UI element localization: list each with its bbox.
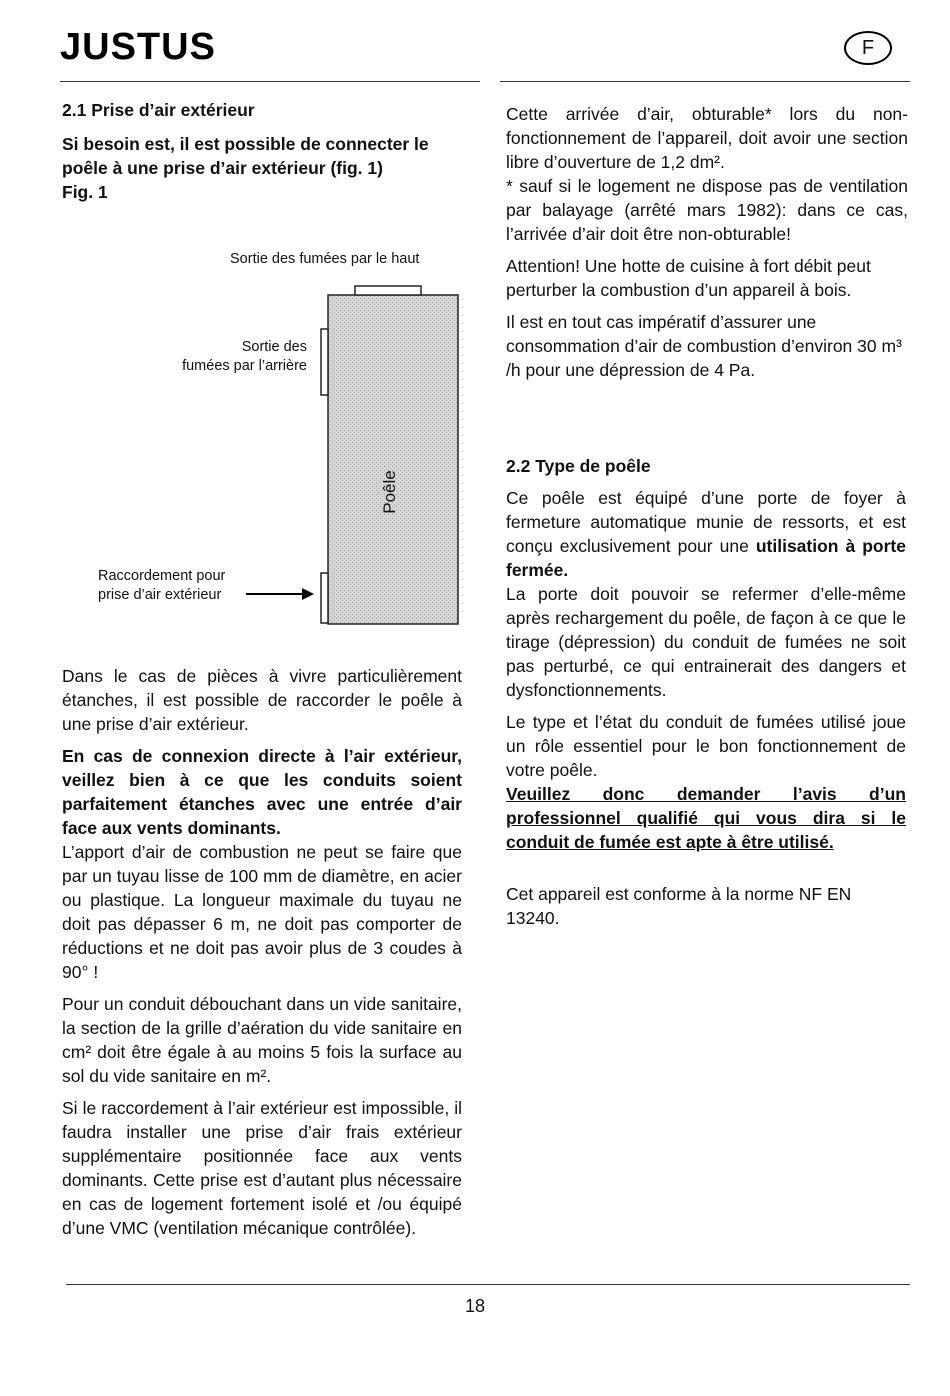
right-paragraph-4-rest: La porte doit pouvoir se refermer d’elle-même après rechargement du poêle, de façon à ce que le tirage (dépression) du conduit de fumées ne soit pas perturbé, ce qui entrainerait des dangers et dysfonctionnements. [506,584,906,700]
header-rule-left [60,81,480,82]
figure-1 [60,246,470,636]
brand-logo: JUSTUS [60,26,216,68]
figure-caption: Fig. 1 [62,182,108,202]
left-column [62,98,464,204]
right-paragraph-4 [506,486,906,582]
back-flue-outlet [321,329,328,395]
right-column-top [506,102,908,390]
right-paragraph-6: Cet appareil est conforme à la norme NF EN 13240. [506,884,852,928]
top-flue-outlet [355,286,421,295]
right-paragraph-1: Cette arrivée d’air, obturable* lors du non-fonctionnement de l’appareil, doit avoir une section libre d’ouverture de 1,2 dm². [506,104,908,172]
section-title-2-2: 2.2 Type de poêle [506,456,651,476]
label-connect-line1: Raccordement pour [98,568,226,584]
header-rule-right [500,81,910,82]
label-top-exhaust: Sortie des fumées par le haut [230,251,420,267]
right-paragraph-5: Le type et l’état du conduit de fumées utilisé joue un rôle essentiel pour le bon fonctionnement de votre poêle. [506,712,906,780]
page-number: 18 [464,1296,486,1316]
air-intake-outlet [321,573,328,623]
intro-bold: Si besoin est, il est possible de connecter le poêle à une prise d’air extérieur (fig. 1) [62,134,429,178]
arrow-head-icon [302,588,314,600]
left-paragraph-2-bold: En cas de connexion directe à l’air extérieur, veillez bien à ce que les conduits soient parfaitement étanches avec une entrée d’air face aux vents dominants. [62,746,462,838]
left-paragraph-2: L’apport d’air de combustion ne peut se faire que par un tuyau lisse de 100 mm de diamètre, en acier ou plastique. La longueur maximale du tuyau ne doit pas dépasser 6 m, ne doit pas comporter de réductions et ne doit pas avoir plus de 3 coudes à 90° ! [62,842,462,982]
footer-rule [66,1284,910,1285]
label-back-line2: fumées par l’arrière [182,358,307,374]
left-paragraph-1: Dans le cas de pièces à vivre particulièrement étanches, il est possible de raccorder le poêle à une prise d’air extérieur. [62,666,462,734]
right-paragraph-5-warning: Veuillez donc demander l’avis d’un professionnel qualifié qui vous dira si le conduit de fumée est apte à être utilisé. [506,784,906,852]
stove-diagram [60,246,470,636]
label-back-line1: Sortie des [241,339,307,355]
right-column-section [506,454,906,938]
right-paragraph-3: Il est en tout cas impératif d’assurer une consommation d’air de combustion d’environ 30 m³ /h pour une dépression de 4 Pa. [506,312,902,380]
right-paragraph-4-start: Ce poêle est équipé d’une porte de foyer à fermeture automatique munie de ressorts, et est conçu exclusivement pour une [506,488,906,556]
right-paragraph-2: Attention! Une hotte de cuisine à fort débit peut perturber la combustion d’un appareil à bois. [506,256,871,300]
stove-label: Poêle [380,470,399,514]
language-badge: F [844,31,892,65]
left-paragraph-4: Si le raccordement à l’air extérieur est impossible, il faudra installer une prise d’air frais extérieur supplémentaire positionnée face aux vents dominants. Cette prise est d’autant plus nécessaire en cas de logement fortement isolé et /ou équipé d’une VMC (ventilation mécanique contrôlée). [62,1098,462,1238]
left-column-body [62,664,462,1248]
stove-body [328,295,458,624]
label-connect-line2: prise d’air extérieur [98,587,222,603]
section-title-2-1: 2.1 Prise d’air extérieur [62,100,255,120]
right-note: * sauf si le logement ne dispose pas de ventilation par balayage (arrêté mars 1982): dans ce cas, l’arrivée d’air doit être non-obturable! [506,176,908,244]
left-paragraph-3: Pour un conduit débouchant dans un vide sanitaire, la section de la grille d’aération du vide sanitaire en cm² doit être égale à au moins 5 fois la surface au sol du vide sanitaire en m². [62,994,462,1086]
right-paragraph-4-bold: utilisation à porte fermée. [506,536,906,580]
